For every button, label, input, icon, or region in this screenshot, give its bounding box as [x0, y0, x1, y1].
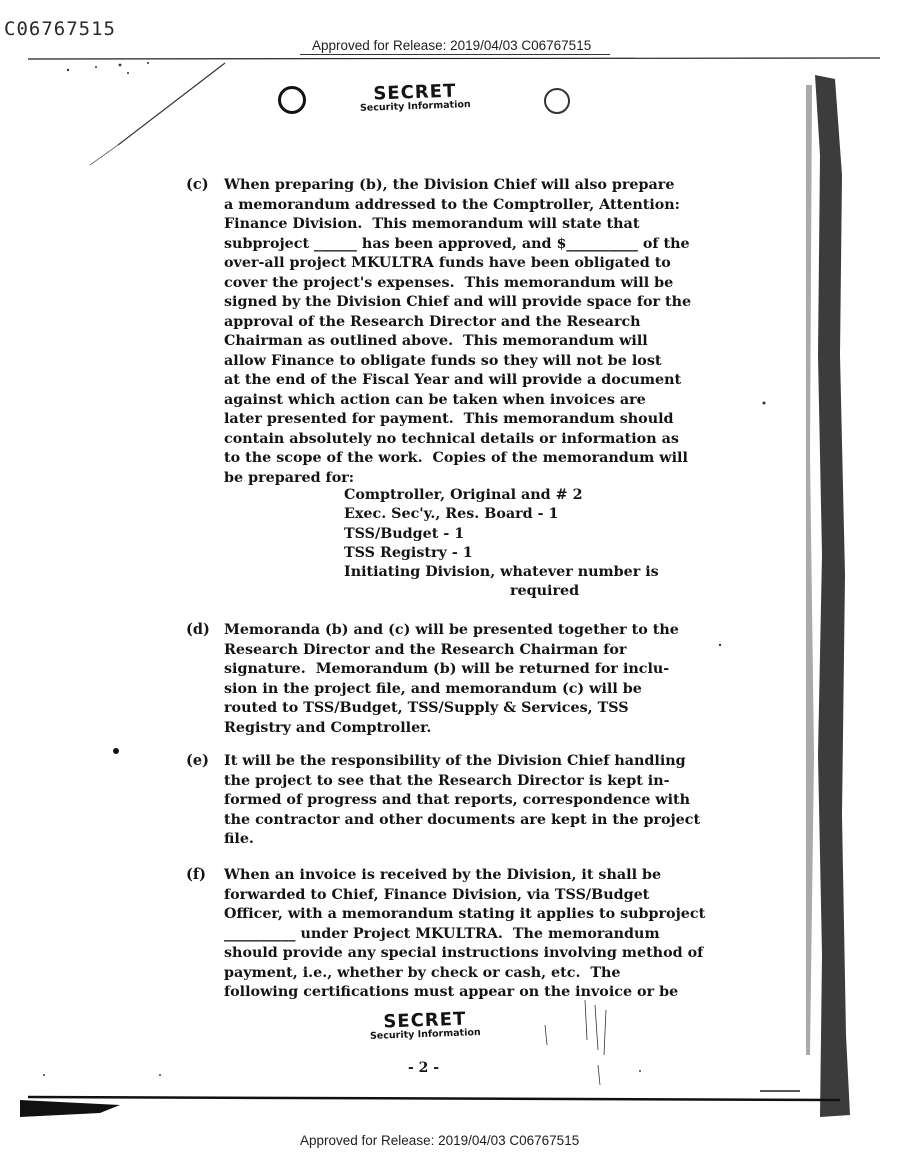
classification-top-sub: Security Information — [359, 99, 471, 114]
paragraph-letter: (d) — [186, 621, 210, 638]
document-id: C06767515 — [4, 18, 116, 40]
punch-hole-right — [544, 88, 570, 114]
distribution-item: TSS/Budget - 1 — [344, 525, 465, 542]
distribution-item: required — [510, 583, 580, 600]
classification-bottom-sub: Security Information — [369, 1027, 481, 1042]
release-stamp-bottom: Approved for Release: 2019/04/03 C06767515 — [300, 1133, 580, 1148]
paragraph-text: When preparing (b), the Division Chief will also prepare a memorandum addressed to the Comptroller, Attention: Finance Division. This memorandum will state that subproject ______ has been approved, and $__________ of the over-all project MKULTRA funds have been obligated to cover the project's expenses. This memorandum will be signed by the Division Chief and will provide space for the approval of the Research Director and the Research Chairman as outlined above. This memorandum will allow Finance to obligate funds so they will not be lost at the end of the Fiscal Year and will provide a document against which action can be taken when invoices are later presented for payment. This memorandum should contain absolutely no technical details or information as to the scope of the work. Copies of the memorandum will be prepared for: — [224, 177, 692, 486]
distribution-item: TSS Registry - 1 — [344, 544, 473, 561]
paragraph-text: Memoranda (b) and (c) will be presented together to the Research Director and the Research Chairman for signature. Memorandum (b) will be returned for inclu- sion in the project file, and memorandum (c) will be routed to TSS/Budget, TSS/Supply & Services, TSS Registry and Comptroller. — [224, 622, 679, 736]
release-stamp-top: Approved for Release: 2019/04/03 C06767515 — [312, 38, 592, 53]
classification-bottom-word: SECRET — [383, 1008, 467, 1033]
distribution-item: Initiating Division, whatever number is — [344, 564, 659, 581]
paragraph-letter: (f) — [186, 866, 206, 883]
distribution-list — [344, 486, 659, 602]
punch-hole-left — [278, 86, 306, 114]
classification-top — [355, 80, 476, 114]
distribution-item: Comptroller, Original and # 2 — [344, 487, 583, 503]
paragraph-letter: (e) — [186, 752, 209, 769]
paragraph-text: It will be the responsibility of the Division Chief handling the project to see that the Research Director is kept in- formed of progress and that reports, correspondence with the contractor and other documents are kept in the project file. — [224, 753, 701, 847]
page-number: - 2 - — [408, 1060, 440, 1076]
distribution-item: Exec. Sec'y., Res. Board - 1 — [344, 506, 559, 523]
paragraph-text: When an invoice is received by the Division, it shall be forwarded to Chief, Finance Division, via TSS/Budget Officer, with a memorandum stating it applies to subproject __________ under Project MKULTRA. The memorandum should provide any special instructions involving method of payment, i.e., whether by check or cash, etc. The following certifications must appear on the invoice or be — [224, 867, 706, 1000]
paragraph-letter: (c) — [186, 176, 209, 193]
classification-bottom — [360, 1008, 491, 1043]
classification-top-word: SECRET — [373, 80, 457, 105]
